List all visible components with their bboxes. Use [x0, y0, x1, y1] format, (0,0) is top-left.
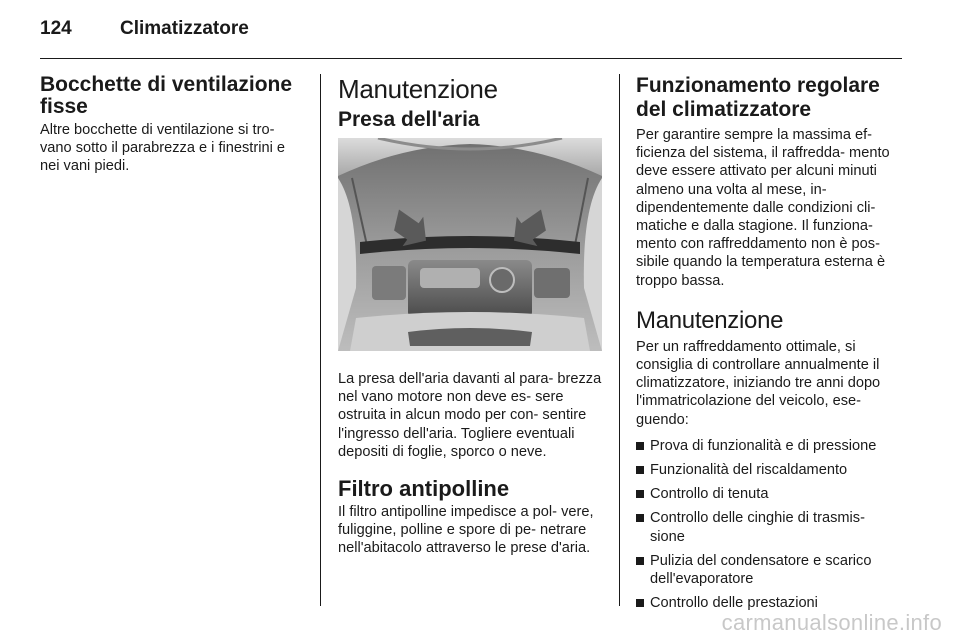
pollen-filter-text: Il filtro antipolline impedisce a pol- vere, fuliggine, polline e spore di pe- netrare nell'abitacolo attraverso le prese d'aria.	[338, 504, 594, 557]
chapter-title: Climatizzatore	[120, 18, 249, 39]
regular-operation-text: Per garantire sempre la massima ef- ficienza del sistema, il raffredda- mento deve essere attivato per alcuni minuti almeno una volta al mese, in- dipendentemente dalle condizioni cli- matiche e dalla stagione. Il funziona- mento con raffreddamento non è pos- sibile quando la temperatura esterna è troppo bassa.	[636, 127, 890, 289]
header-rule	[40, 58, 902, 59]
air-intake-text: La presa dell'aria davanti al para- brezza nel vano motore non deve es- sere ostruita in alcun modo per con- sentire l'ingresso dell'aria. Togliere eventuali depositi di foglie, sporco o neve.	[338, 371, 602, 460]
bullet-square-icon	[636, 442, 644, 450]
list-item: Pulizia del condensatore e scarico dell'evaporatore	[636, 552, 902, 588]
column-divider-2	[619, 74, 620, 606]
section-heading-regular-operation: Funzionamento regolare del climatizzatore	[636, 74, 880, 121]
bullet-square-icon	[636, 599, 644, 607]
column-2	[338, 74, 602, 558]
list-item: Prova di funzionalità e di pressione	[636, 437, 902, 455]
column-divider-1	[320, 74, 321, 606]
maintenance-checklist	[636, 437, 902, 613]
bullet-square-icon	[636, 466, 644, 474]
bullet-square-icon	[636, 557, 644, 565]
column-3	[636, 74, 902, 618]
fixed-vents-text: Altre bocchette di ventilazione si tro- vano sotto il parabrezza e i finestrini e nei vani piedi.	[40, 122, 285, 175]
engine-bay-air-intake-photo	[338, 138, 602, 351]
page-header	[40, 18, 249, 48]
list-item: Controllo di tenuta	[636, 485, 902, 503]
page-number: 124	[40, 18, 72, 39]
section-heading-fixed-vents: Bocchette di ventilazione fisse	[40, 73, 293, 118]
section-heading-pollen-filter: Filtro antipolline	[338, 476, 510, 502]
bullet-square-icon	[636, 514, 644, 522]
section-heading-air-intake: Presa dell'aria	[338, 108, 480, 131]
list-item: Funzionalità del riscaldamento	[636, 461, 902, 479]
column-1	[40, 74, 298, 176]
maintenance-ac-text: Per un raffreddamento ottimale, si consiglia di controllare annualmente il climatizzatore, iniziando tre anni dopo l'immatricolazione del veicolo, ese- guendo:	[636, 338, 881, 428]
chapter-heading-maintenance: Manutenzione	[338, 74, 498, 104]
watermark-text: carmanualsonline.info	[721, 610, 942, 635]
list-item: Controllo delle cinghie di trasmis- sione	[636, 509, 902, 545]
bullet-square-icon	[636, 490, 644, 498]
section-heading-maintenance-ac: Manutenzione	[636, 306, 784, 334]
list-item: Controllo delle prestazioni	[636, 594, 902, 612]
